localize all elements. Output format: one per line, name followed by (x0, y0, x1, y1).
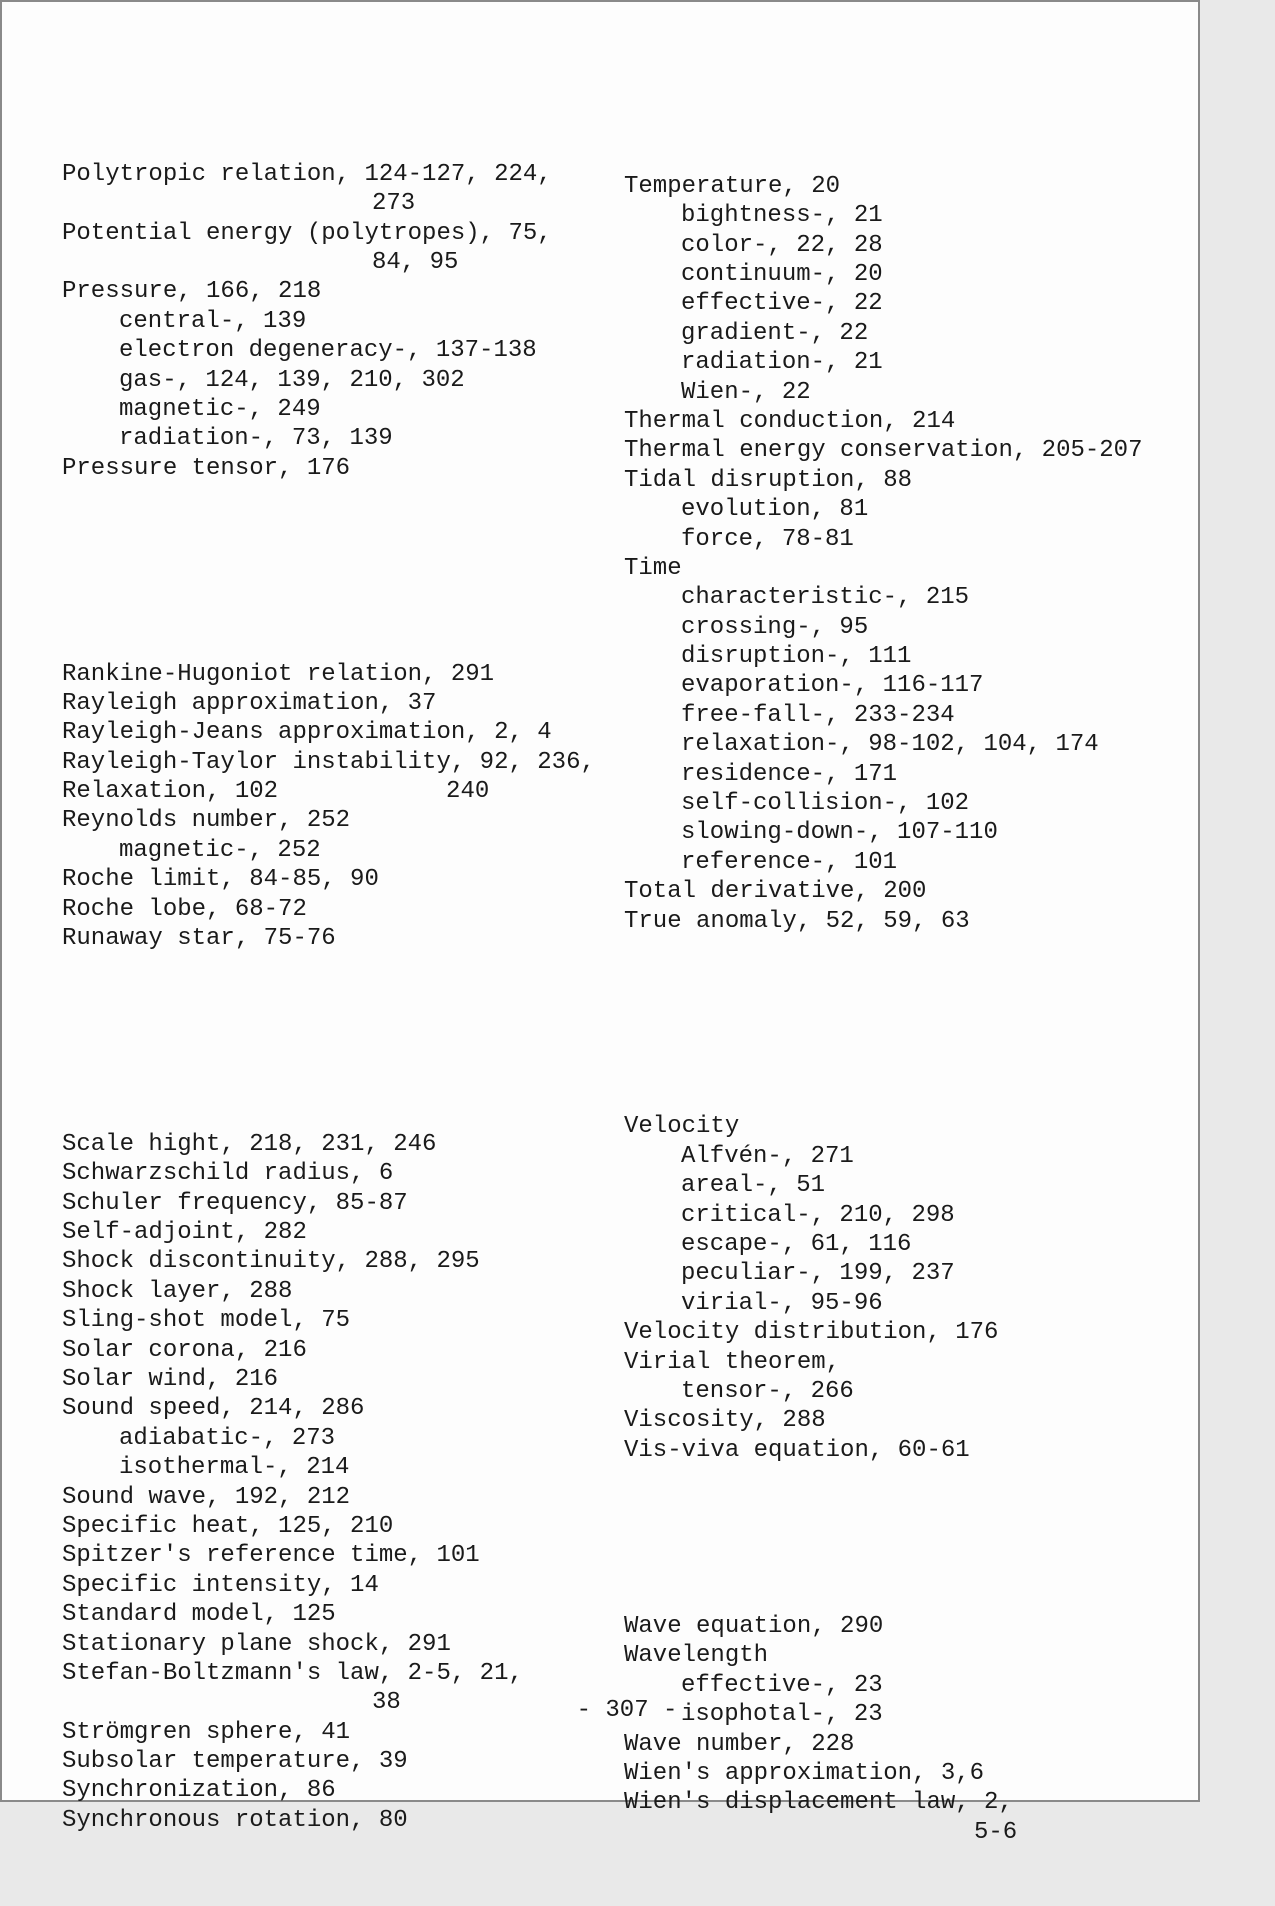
index-column-right (624, 113, 1142, 1906)
index-entry: Solar corona, 216 (62, 1336, 307, 1364)
index-group-p (62, 160, 595, 483)
index-entry: Sling-shot model, 75 (62, 1307, 351, 1335)
index-subentry: virial-, 95-96 (681, 1289, 883, 1317)
index-entry: Potential energy (polytropes), 75, (62, 219, 552, 247)
index-subentry: peculiar-, 199, 237 (681, 1260, 955, 1288)
index-entry: Virial theorem, (624, 1348, 841, 1376)
index-subentry: central-, 139 (119, 307, 307, 335)
index-subentry: gas-, 124, 139, 210, 302 (119, 366, 465, 394)
index-group-s (62, 1130, 595, 1835)
index-subentry: gradient-, 22 (681, 319, 869, 347)
index-entry: Thermal energy conservation, 205-207 (624, 437, 1143, 465)
index-subentry: slowing-down-, 107-110 (681, 819, 998, 847)
index-entry: Wave number, 228 (624, 1730, 855, 1758)
index-entry: Thermal conduction, 214 (624, 407, 956, 435)
index-entry: Wavelength (624, 1642, 769, 1670)
index-subentry: isothermal-, 214 (119, 1454, 350, 1482)
index-subentry: free-fall-, 233-234 (681, 701, 955, 729)
index-entry-continuation: 84, 95 (372, 248, 459, 276)
index-entry: Wien's displacement law, 2, (624, 1789, 1013, 1817)
index-entry-continuation: 273 (372, 190, 416, 218)
index-subentry: radiation-, 73, 139 (119, 425, 393, 453)
index-subentry: crossing-, 95 (681, 613, 869, 641)
index-entry: Rayleigh-Taylor instability, 92, 236, (62, 748, 595, 776)
index-entry: Total derivative, 200 (624, 878, 927, 906)
index-entry: True anomaly, 52, 59, 63 (624, 907, 970, 935)
index-subentry: Alfvén-, 271 (681, 1142, 854, 1170)
index-subentry: evaporation-, 116-117 (681, 672, 984, 700)
index-entry: Specific intensity, 14 (62, 1571, 379, 1599)
index-group-v (624, 1112, 1142, 1465)
index-entry: Velocity (624, 1113, 740, 1141)
index-entry: Stefan-Boltzmann's law, 2-5, 21, (62, 1659, 523, 1687)
index-subentry: force, 78-81 (681, 525, 854, 553)
index-entry: Specific heat, 125, 210 (62, 1512, 394, 1540)
index-entry: Polytropic relation, 124-127, 224, (62, 160, 552, 188)
index-subentry: tensor-, 266 (681, 1377, 854, 1405)
index-subentry: adiabatic-, 273 (119, 1424, 336, 1452)
index-subentry: effective-, 22 (681, 290, 883, 318)
index-subentry: effective-, 23 (681, 1671, 883, 1699)
index-entry: Synchronous rotation, 80 (62, 1806, 408, 1834)
index-entry: Runaway star, 75-76 (62, 925, 336, 953)
index-entry: Scale hight, 218, 231, 246 (62, 1130, 437, 1158)
index-entry: Standard model, 125 (62, 1601, 336, 1629)
index-entry: Tidal disruption, 88 (624, 466, 913, 494)
index-subentry: disruption-, 111 (681, 643, 912, 671)
index-entry: Subsolar temperature, 39 (62, 1748, 408, 1776)
index-entry: Sound speed, 214, 286 (62, 1395, 365, 1423)
index-subentry: continuum-, 20 (681, 260, 883, 288)
index-entry: Synchronization, 86 (62, 1777, 336, 1805)
index-subentry: relaxation-, 98-102, 104, 174 (681, 731, 1099, 759)
index-entry: Sound wave, 192, 212 (62, 1483, 351, 1511)
index-entry: Rayleigh-Jeans approximation, 2, 4 (62, 719, 552, 747)
index-subentry: radiation-, 21 (681, 349, 883, 377)
index-entry: Self-adjoint, 282 (62, 1219, 307, 1247)
index-group-t (624, 172, 1142, 936)
index-group-r (62, 660, 595, 954)
index-entry-continuation: 5-6 (974, 1818, 1018, 1846)
index-group-w (624, 1612, 1142, 1847)
index-entry: Viscosity, 288 (624, 1407, 826, 1435)
index-subentry: self-collision-, 102 (681, 790, 970, 818)
index-entry: Shock discontinuity, 288, 295 (62, 1248, 480, 1276)
index-subentry: residence-, 171 (681, 760, 898, 788)
index-entry: Reynolds number, 252 (62, 807, 351, 835)
index-entry: Schwarzschild radius, 6 (62, 1160, 394, 1188)
index-subentry: reference-, 101 (681, 848, 898, 876)
index-entry: Schuler frequency, 85-87 (62, 1189, 408, 1217)
index-entry: Rankine-Hugoniot relation, 291 (62, 660, 495, 688)
index-column-left (62, 101, 595, 1894)
index-entry: Spitzer's reference time, 101 (62, 1542, 480, 1570)
index-entry: Relaxation, 102 240 (62, 778, 490, 806)
index-entry: Roche limit, 84-85, 90 (62, 866, 379, 894)
index-entry: Wien's approximation, 3,6 (624, 1760, 985, 1788)
index-subentry: evolution, 81 (681, 496, 869, 524)
index-entry: Vis-viva equation, 60-61 (624, 1436, 970, 1464)
index-subentry: magnetic-, 252 (119, 836, 321, 864)
index-entry: Time (624, 554, 682, 582)
index-entry: Stationary plane shock, 291 (62, 1630, 451, 1658)
index-subentry: electron degeneracy-, 137-138 (119, 337, 537, 365)
page-number: - 307 - (576, 1697, 678, 1724)
index-entry: Temperature, 20 (624, 172, 841, 200)
index-entry: Roche lobe, 68-72 (62, 895, 307, 923)
index-entry: Pressure tensor, 176 (62, 454, 351, 482)
index-entry: Wave equation, 290 (624, 1613, 884, 1641)
index-subentry: bightness-, 21 (681, 202, 883, 230)
index-entry: Solar wind, 216 (62, 1365, 279, 1393)
index-subentry: isophotal-, 23 (681, 1701, 883, 1729)
index-subentry: Wien-, 22 (681, 378, 811, 406)
index-entry: Rayleigh approximation, 37 (62, 689, 437, 717)
index-subentry: color-, 22, 28 (681, 231, 883, 259)
index-subentry: characteristic-, 215 (681, 584, 970, 612)
index-subentry: magnetic-, 249 (119, 395, 321, 423)
index-entry-continuation: 240 (446, 778, 490, 806)
index-subentry: escape-, 61, 116 (681, 1230, 912, 1258)
index-subentry: critical-, 210, 298 (681, 1201, 955, 1229)
index-entry: Shock layer, 288 (62, 1277, 293, 1305)
index-entry: Pressure, 166, 218 (62, 278, 322, 306)
index-entry: Strömgren sphere, 41 (62, 1718, 351, 1746)
index-entry: Velocity distribution, 176 (624, 1319, 999, 1347)
index-entry-continuation: 38 (372, 1689, 401, 1717)
index-subentry: areal-, 51 (681, 1172, 826, 1200)
